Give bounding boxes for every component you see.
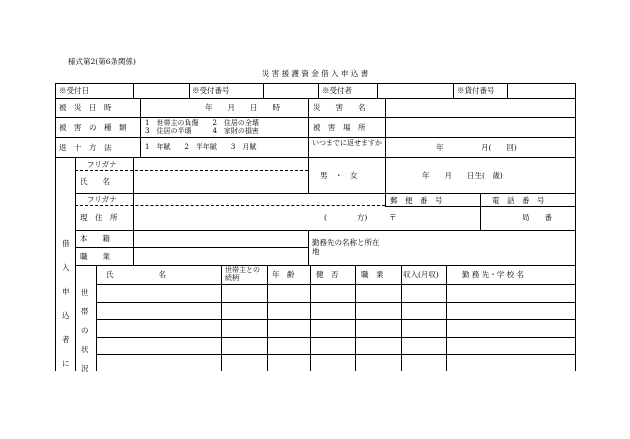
- repayment-method-label: 返 十 方 法: [59, 143, 112, 152]
- household-side-label: 世帯の状況: [81, 288, 89, 373]
- receiver-label: ※受付者: [322, 86, 352, 95]
- loan-number-label: ※貸付番号: [457, 86, 495, 95]
- furigana-address-label: フリガナ: [87, 195, 117, 204]
- phone-suffix: 局 番: [522, 213, 552, 222]
- phone-number-label: 電 話 番 号: [492, 196, 545, 205]
- postal-mark: 〒: [389, 213, 397, 222]
- household-col-job: 職 業: [361, 270, 384, 279]
- birth-date-field: 年 月 日生( 歳): [422, 171, 503, 180]
- disaster-name-label: 災 害 名: [313, 103, 366, 112]
- household-col-workplace: 勤 務 先・学 校 名: [462, 270, 525, 279]
- disaster-date-label: 被 災 日 時: [59, 103, 112, 112]
- applicant-side-label: 借入申込者に: [62, 239, 70, 368]
- disaster-date-value: 年 月 日 時: [205, 103, 280, 112]
- address-suffix: ( 方): [324, 213, 368, 222]
- household-col-name: 氏 名: [106, 270, 166, 279]
- household-col-age: 年 齢: [272, 270, 295, 279]
- household-col-relation: 世帯主との続柄: [225, 266, 260, 282]
- postal-code-label: 郵 便 番 号: [390, 196, 443, 205]
- household-col-income: 収入(月収): [403, 270, 439, 279]
- honseki-label: 本 籍: [80, 234, 110, 243]
- damage-place-label: 被 害 場 所: [313, 123, 366, 132]
- address-label: 現 住 所: [80, 213, 118, 222]
- damage-type-label: 被 害 の 種 類: [59, 123, 127, 132]
- repayment-deadline-label: いつまでに返せますか: [312, 139, 382, 147]
- damage-type-2: 3 住居の半壊 4 家財の損害: [145, 127, 259, 135]
- form-title: 災 害 援 護 資 金 借 入 申 込 書: [261, 69, 369, 78]
- furigana-label: フリガナ: [87, 160, 117, 169]
- receipt-date-label: ※受付日: [59, 86, 89, 95]
- repayment-deadline-value: 年 月( 回): [436, 143, 517, 152]
- occupation-label: 職 業: [80, 252, 110, 261]
- receipt-number-label: ※受付番号: [192, 86, 230, 95]
- household-col-health: 健 否: [316, 270, 339, 279]
- repayment-methods: 1 年賦 2 半年賦 3 月賦: [145, 143, 257, 151]
- form-id: 様式第2(第6条関係): [68, 57, 136, 66]
- damage-type-1: 1 世帯主の負傷 2 住居の全壊: [145, 119, 259, 127]
- workplace-label: 勤務先の名称と所在地: [312, 238, 380, 256]
- applicant-name-label: 氏 名: [80, 177, 110, 186]
- gender-options: 男 ・ 女: [320, 171, 358, 180]
